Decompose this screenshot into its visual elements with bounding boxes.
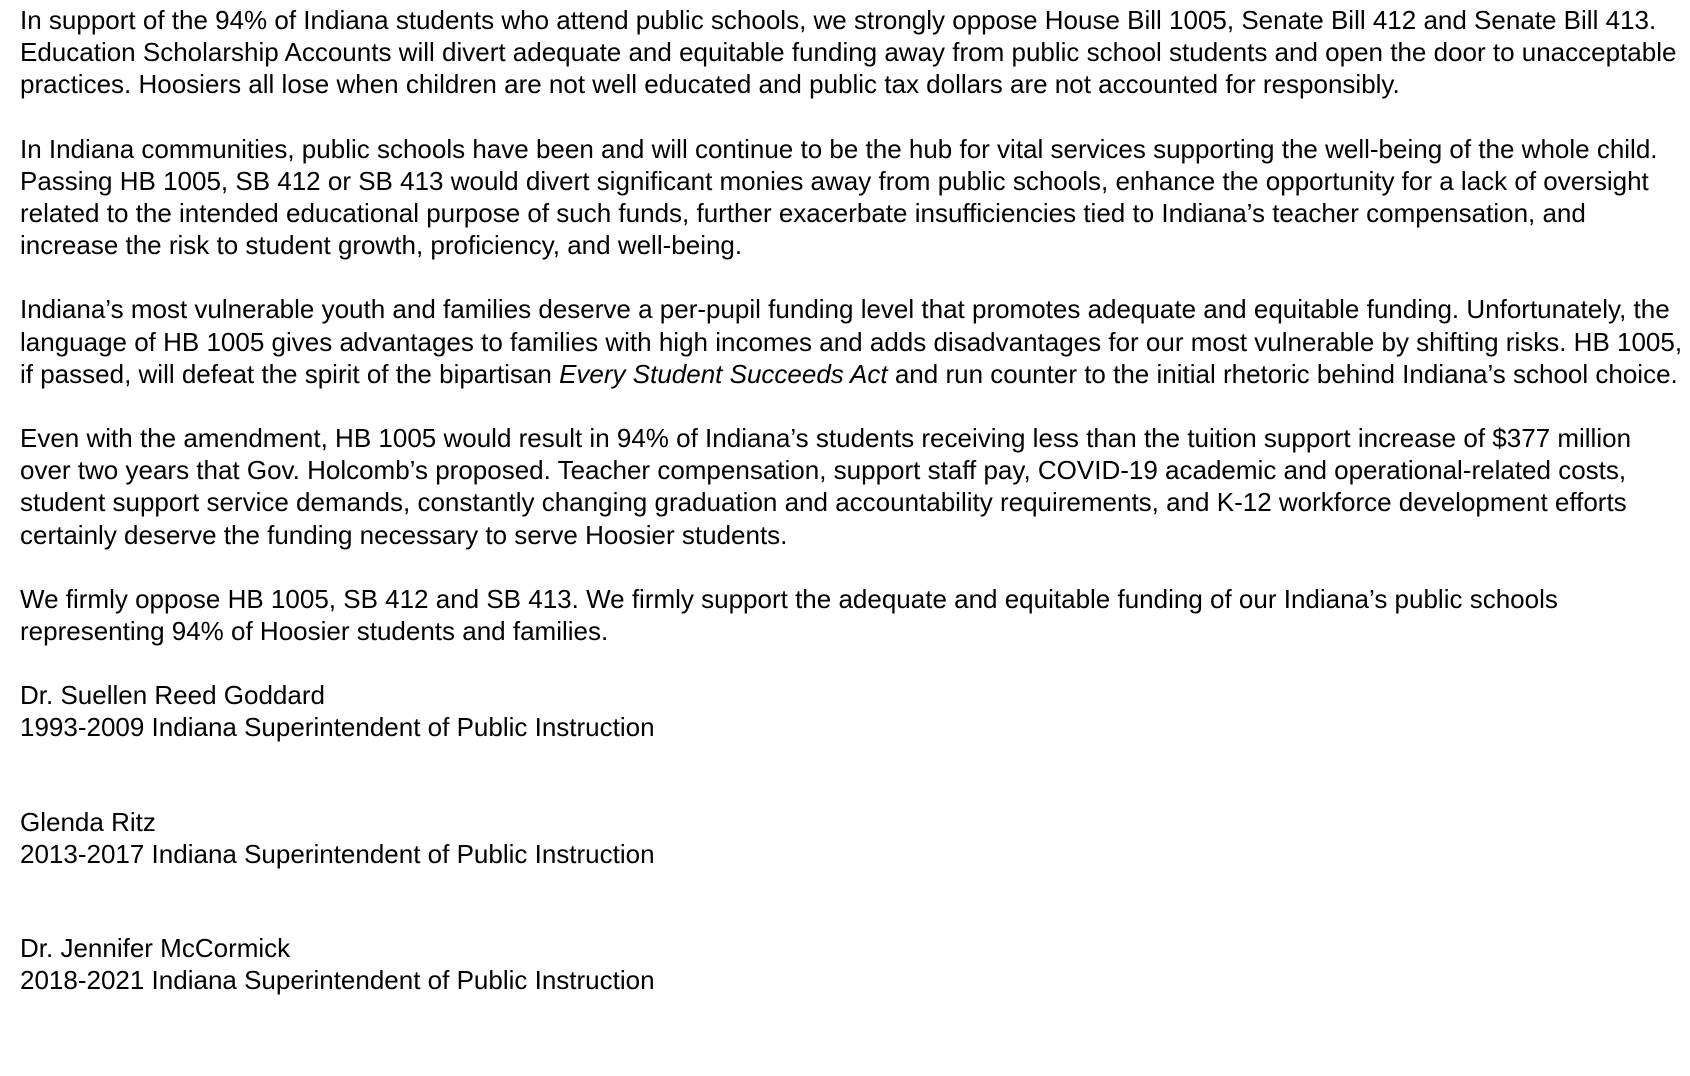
paragraph-4: Even with the amendment, HB 1005 would result in 94% of Indiana’s students receiving less than the tuition support increase of $377 million over two years that Gov. Holcomb’s proposed. Teacher compensation, support staff pay, COVID-19 academic and operational-related costs, student support service demands, constantly changing graduation and accountability requirements, and K-12 workforce development efforts certainly deserve the funding necessary to serve Hoosier students.: [20, 423, 1632, 550]
signature-block-ritz: [20, 806, 1688, 870]
paragraph-3: [20, 293, 1688, 390]
signature-block-goddard: [20, 679, 1688, 743]
signatory-name: Dr. Suellen Reed Goddard: [20, 680, 325, 711]
act-title-italic: Every Student Succeeds Act: [559, 358, 888, 389]
signatory-title: 2018-2021 Indiana Superintendent of Public Instruction: [20, 965, 655, 996]
signatory-title: 2013-2017 Indiana Superintendent of Public Instruction: [20, 838, 655, 869]
signatory-name: Dr. Jennifer McCormick: [20, 933, 291, 964]
letter-document: [20, 4, 1688, 996]
paragraph-5: We firmly oppose HB 1005, SB 412 and SB 413. We firmly support the adequate and equitable funding of our Indiana’s public schools representing 94% of Hoosier students and families.: [20, 583, 1558, 647]
paragraph-3-text-before: Indiana’s most vulnerable youth and families deserve a per-pupil funding level that promotes adequate and equitable funding. Unfortunately, the language of HB 1005 gives advantages to families with high incomes and adds disadvantages for our most vulnerable by shifting risks. HB 1005, if passed, will defeat the spirit of the bipartisan: [20, 294, 1683, 389]
paragraph-1: In support of the 94% of Indiana students who attend public schools, we strongly oppose House Bill 1005, Senate Bill 412 and Senate Bill 413. Education Scholarship Accounts will divert adequate and equitable funding away from public school students and open the door to unacceptable practices. Hoosiers all lose when children are not well educated and public tax dollars are not accounted for responsibly.: [20, 5, 1677, 100]
paragraph-3-text-after: and run counter to the initial rhetoric behind Indiana’s school choice.: [887, 358, 1678, 389]
signature-block-mccormick: [20, 932, 1688, 996]
signatory-name: Glenda Ritz: [20, 806, 156, 837]
paragraph-2: In Indiana communities, public schools have been and will continue to be the hub for vital services supporting the well-being of the whole child. Passing HB 1005, SB 412 or SB 413 would divert significant monies away from public schools, enhance the opportunity for a lack of oversight related to the intended educational purpose of such funds, further exacerbate insufficiencies tied to Indiana’s teacher compensation, and increase the risk to student growth, proficiency, and well-being.: [20, 133, 1658, 261]
signatory-title: 1993-2009 Indiana Superintendent of Public Instruction: [20, 712, 655, 743]
